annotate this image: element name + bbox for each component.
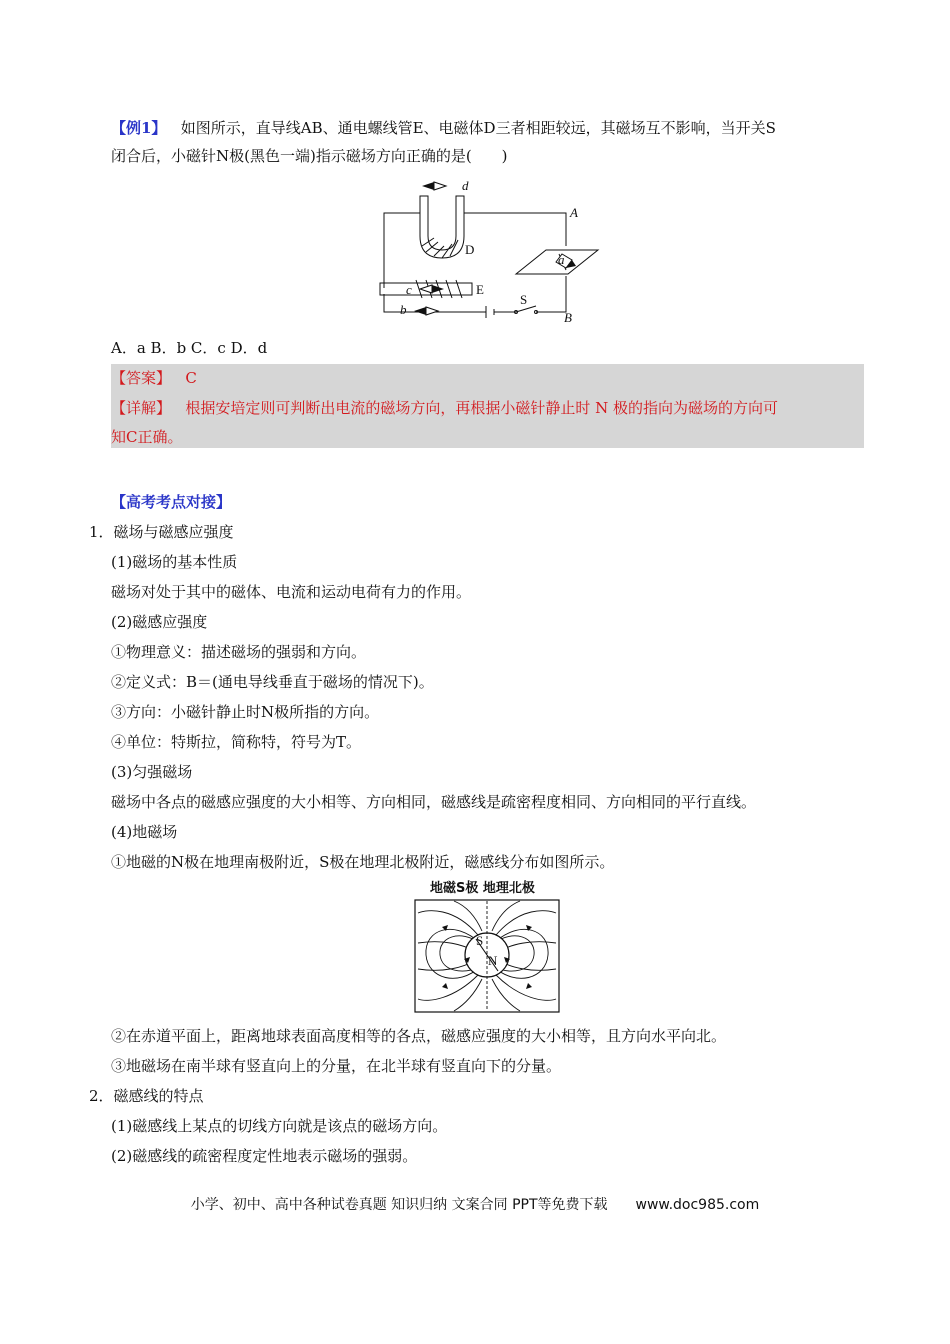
answer-line [111, 368, 197, 388]
section-line: ②在赤道平面上，距离地球表面高度相等的各点，磁感应强度的大小相等，且方向水平向北。 [111, 1027, 727, 1045]
example-options: A．a B．b C．c D．d [111, 339, 268, 357]
section-line: ③方向：小磁针静止时N极所指的方向。 [111, 703, 380, 721]
label-a: a [558, 252, 565, 267]
section-line: ④单位：特斯拉，简称特，符号为T。 [111, 733, 362, 751]
earth-pole-s: S [476, 933, 484, 948]
section-line: ①地磁的N极在地理南极附近，S极在地理北极附近，磁感线分布如图所示。 [111, 853, 615, 871]
detail-tag: 【详解】 [111, 399, 172, 417]
section-line: (2)磁感线的疏密程度定性地表示磁场的强弱。 [111, 1147, 418, 1165]
section-line: (1)磁场的基本性质 [111, 553, 238, 571]
section-line: ①物理意义：描述磁场的强弱和方向。 [111, 643, 367, 661]
section-line: (3)匀强磁场 [111, 763, 193, 781]
section-line: (4)地磁场 [111, 823, 178, 841]
section-line: 1．磁场与磁感应强度 [89, 523, 234, 541]
example-stem-line1 [111, 118, 776, 138]
section-line: 2．磁感线的特点 [89, 1087, 204, 1105]
section-heading: 【高考考点对接】 [111, 493, 232, 511]
detail-text: 根据安培定则可判断出电流的磁场方向，再根据小磁针静止时 N 极的指向为磁场的方向可 [185, 399, 778, 417]
label-B: B [564, 310, 572, 324]
footer-url[interactable]: www.doc985.com [635, 1197, 760, 1213]
answer-value: C [185, 369, 197, 387]
example-tag: 【例1】 [111, 119, 167, 137]
label-d: d [462, 178, 469, 193]
label-S: S [520, 292, 528, 307]
earth-figure-caption: 地磁S极 地理北极 [430, 881, 535, 896]
earth-pole-n: N [488, 953, 498, 968]
earth-field-figure [414, 899, 560, 1013]
example-stem-line2: 闭合后，小磁针N极(黑色一端)指示磁场方向正确的是( ) [111, 147, 508, 165]
detail-line2: 知C正确。 [111, 428, 183, 446]
label-A: A [570, 205, 578, 220]
section-line: 磁场中各点的磁感应强度的大小相等、方向相同，磁感线是疏密程度相同、方向相同的平行直线。 [111, 793, 757, 811]
example-stem-text: 如图所示，直导线AB、通电螺线管E、电磁体D三者相距较远，其磁场互不影响，当开关S [180, 119, 776, 137]
section-line: ②定义式：B＝(通电导线垂直于磁场的情况下)。 [111, 673, 434, 691]
section-line: ③地磁场在南半球有竖直向上的分量，在北半球有竖直向下的分量。 [111, 1057, 562, 1075]
footer-text: 小学、初中、高中各种试卷真题 知识归纳 文案合同 PPT等免费下载 [190, 1197, 608, 1213]
section-line: (1)磁感线上某点的切线方向就是该点的磁场方向。 [111, 1117, 448, 1135]
circuit-figure [376, 176, 606, 324]
detail-line1 [111, 398, 778, 418]
section-line: (2)磁感应强度 [111, 613, 208, 631]
page-footer [0, 1194, 950, 1214]
label-D: D [465, 242, 475, 257]
section-line: 磁场对处于其中的磁体、电流和运动电荷有力的作用。 [111, 583, 472, 601]
label-c: c [406, 282, 412, 297]
label-b: b [400, 302, 407, 317]
label-E: E [476, 282, 484, 297]
answer-tag: 【答案】 [111, 369, 172, 387]
